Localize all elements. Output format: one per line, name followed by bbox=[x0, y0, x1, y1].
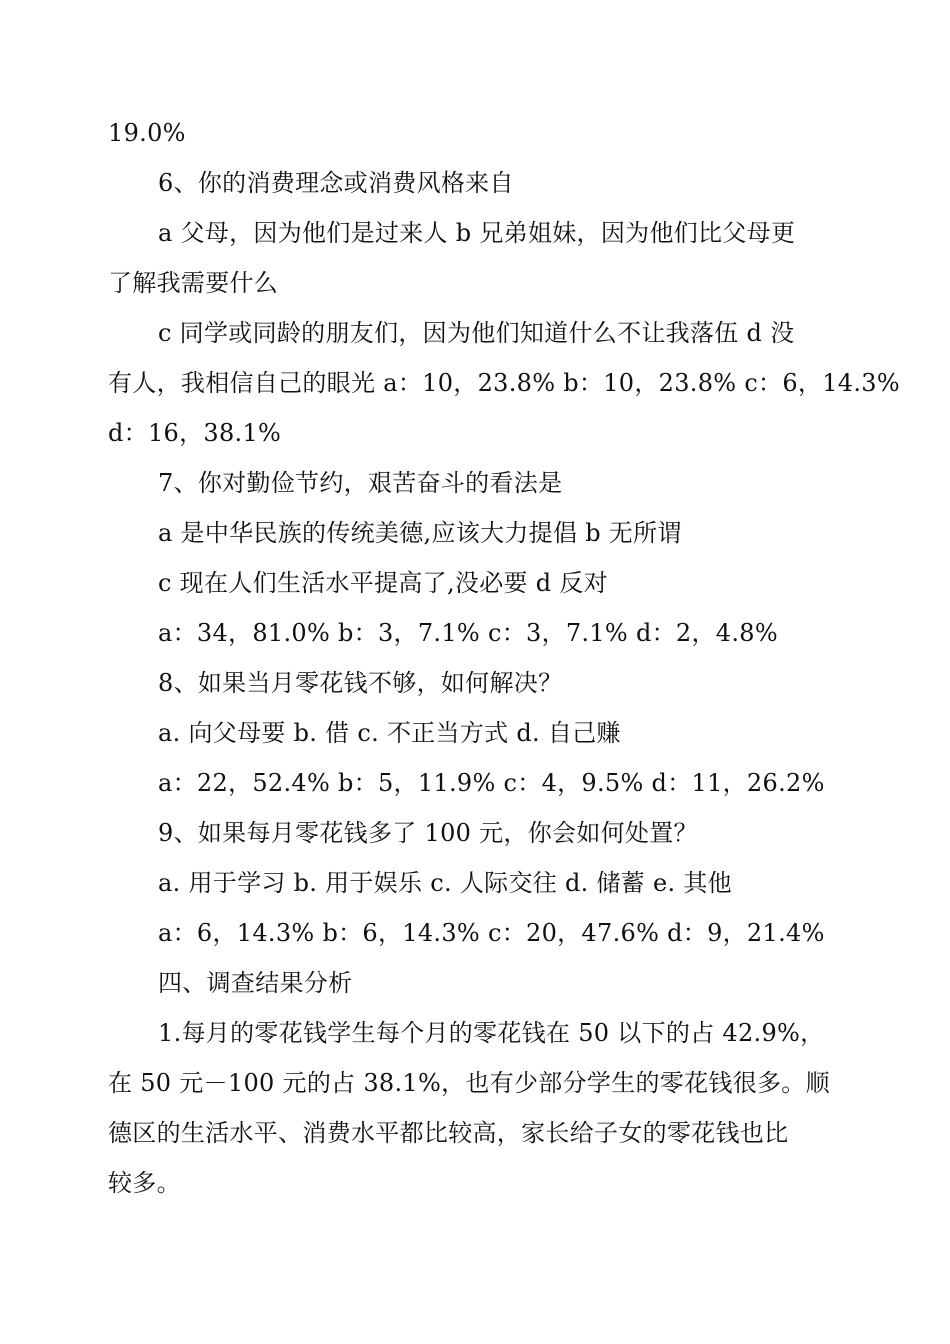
question-7-title: 7、你对勤俭节约，艰苦奋斗的看法是 bbox=[158, 469, 563, 497]
question-8-options: a. 向父母要 b. 借 c. 不正当方式 d. 自己赚 bbox=[158, 719, 621, 747]
analysis-paragraph-line1: 1.每月的零花钱学生每个月的零花钱在 50 以下的占 42.9%， bbox=[158, 1019, 825, 1047]
question-6-results-line1: 有人，我相信自己的眼光 a：10，23.8% b：10，23.8% c：6，14.3% bbox=[108, 369, 900, 397]
analysis-paragraph-line2: 在 50 元－100 元的占 38.1%，也有少部分学生的零花钱很多。顺 bbox=[108, 1069, 830, 1097]
text-line-pct-continuation: 19.0% bbox=[108, 119, 186, 147]
analysis-paragraph-line4: 较多。 bbox=[108, 1169, 181, 1197]
question-6-options-line3: c 同学或同龄的朋友们，因为他们知道什么不让我落伍 d 没 bbox=[158, 319, 795, 347]
question-8-results: a：22，52.4% b：5，11.9% c：4，9.5% d：11，26.2% bbox=[158, 769, 825, 797]
section-heading-analysis: 四、调查结果分析 bbox=[158, 969, 353, 997]
question-7-results: a：34，81.0% b：3，7.1% c：3，7.1% d：2，4.8% bbox=[158, 619, 778, 647]
question-9-options: a. 用于学习 b. 用于娱乐 c. 人际交往 d. 储蓄 e. 其他 bbox=[158, 869, 732, 897]
question-7-options-line1: a 是中华民族的传统美德,应该大力提倡 b 无所谓 bbox=[158, 519, 682, 547]
analysis-paragraph-line3: 德区的生活水平、消费水平都比较高，家长给子女的零花钱也比 bbox=[108, 1119, 789, 1147]
question-9-title: 9、如果每月零花钱多了 100 元，你会如何处置？ bbox=[158, 819, 698, 847]
question-6-options-line2: 了解我需要什么 bbox=[108, 269, 279, 297]
question-6-results-line2: d：16，38.1% bbox=[108, 419, 282, 447]
question-6-options-line1: a 父母，因为他们是过来人 b 兄弟姐妹，因为他们比父母更 bbox=[158, 219, 796, 247]
question-9-results: a：6，14.3% b：6，14.3% c：20，47.6% d：9，21.4% bbox=[158, 919, 825, 947]
question-7-options-line2: c 现在人们生活水平提高了,没必要 d 反对 bbox=[158, 569, 608, 597]
question-6-title: 6、你的消费理念或消费风格来自 bbox=[158, 169, 514, 197]
question-8-title: 8、如果当月零花钱不够，如何解决？ bbox=[158, 669, 563, 697]
